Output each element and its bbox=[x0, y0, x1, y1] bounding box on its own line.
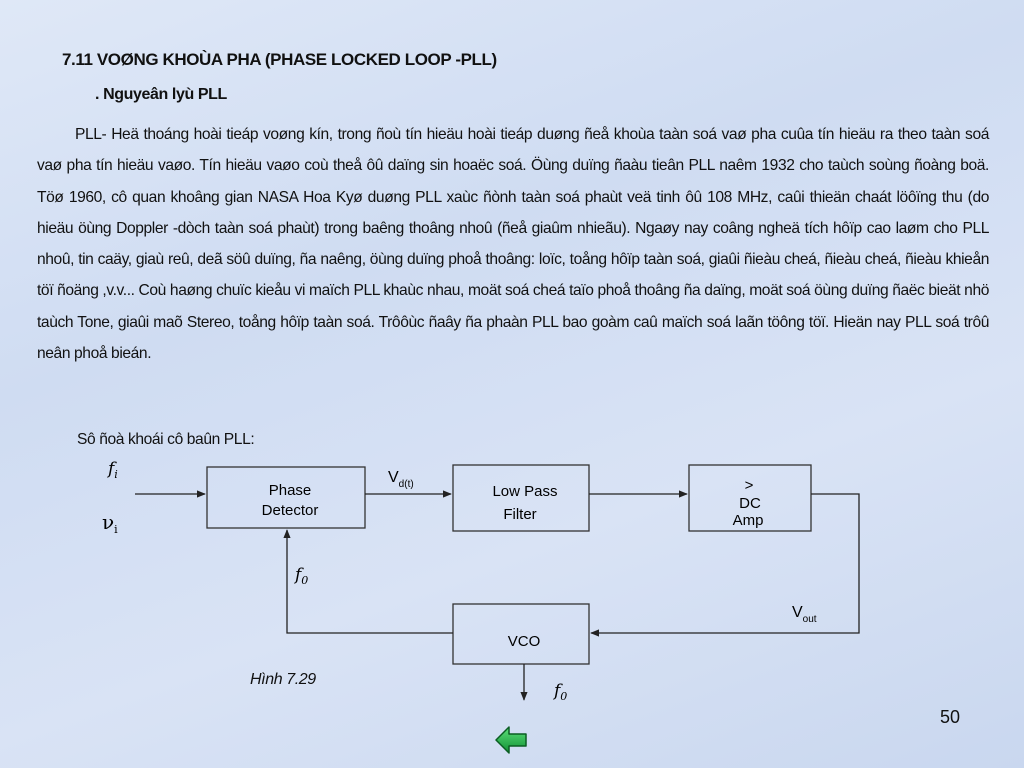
green-left-arrow-icon bbox=[494, 724, 528, 756]
dc-amp-label-1: DC bbox=[739, 495, 761, 512]
section-subtitle: . Nguyeân lyù PLL bbox=[95, 86, 227, 103]
lpf-label-2: Filter bbox=[503, 506, 537, 523]
diagram-intro: Sô ñoà khoái cô baûn PLL: bbox=[77, 431, 255, 448]
page-number: 50 bbox=[940, 707, 961, 727]
f0-feedback-label: $f_0$ bbox=[295, 565, 309, 587]
body-paragraph: PLL- Heä thoáng hoài tieáp voøng kín, trong ñoù tín hieäu hoài tieáp duøng ñeå khoùa taàn soá vaø pha cuûa tín hieäu ra theo taàn soá vaø pha tín hieäu vaøo. Tín hieäu vaøo coù theå ôû daïng sin hoaëc soá. Öùng duïng ñaàu tieân PLL naêm 1932 cho taùch soùng ñoàng boä. Töø 1960, cô quan khoâng gian NASA Hoa Kyø duøng PLL xaùc ñònh taàn soá phaùt veä tinh ôû 108 MHz, caûi thieän chaát löôïng thu (do hieäu öùng Doppler -dòch taàn soá phaùt) trong baêng thoâng nhoû (ñeå giaûm nhieãu). Ngaøy nay coâng ngheä tích hôïp cao laøm cho PLL nhoû, tin caäy, giaù reû, deã söû duïng, ña naêng, öùng duïng phoå thoâng: loïc, toång hôïp taàn soá, giaûi ñieàu cheá, ñieàu cheá, ñieàu khieån töï ñoäng ,v.v... Coù haøng chuïc kieåu vi maïch PLL khaùc nhau, moät soá cheá taïo phoå thoâng ña daïng, moät soá öùng duïng ñaëc bieät nhö taùch Tone, giaûi maõ Stereo, toång hôïp taàn soá. Trôôùc ñaây ña phaàn PLL bao goàm caû maïch soá laãn töông töï. Hieän nay PLL soá trôû neân phoå bieán. bbox=[37, 126, 989, 363]
vco-to-pd-feedback bbox=[287, 530, 453, 633]
phase-detector-label-2: Detector bbox=[261, 502, 319, 519]
phase-detector-label-1: Phase bbox=[268, 482, 312, 499]
back-navigation-button[interactable] bbox=[494, 724, 528, 756]
amp-to-vco-feedback bbox=[591, 494, 859, 633]
vi-label: $\nu_i$ bbox=[102, 510, 118, 536]
vco-label: VCO bbox=[507, 633, 541, 650]
vout-label: $V_{out}$ bbox=[792, 604, 817, 625]
dc-amp-label-2: Amp bbox=[732, 512, 764, 529]
fi-label: $f_i$ bbox=[108, 459, 118, 481]
slide-title: 7.11 VOØNG KHOÙA PHA (PHASE LOCKED LOOP -PLL) bbox=[62, 50, 497, 69]
amp-triangle-icon: > bbox=[744, 477, 754, 494]
figure-caption: Hình 7.29 bbox=[250, 671, 316, 688]
lpf-label-1: Low Pass bbox=[492, 483, 558, 500]
f0-output-label: $f_0$ bbox=[554, 681, 568, 703]
vd-label: $V_{d(t)}$ bbox=[388, 469, 414, 490]
